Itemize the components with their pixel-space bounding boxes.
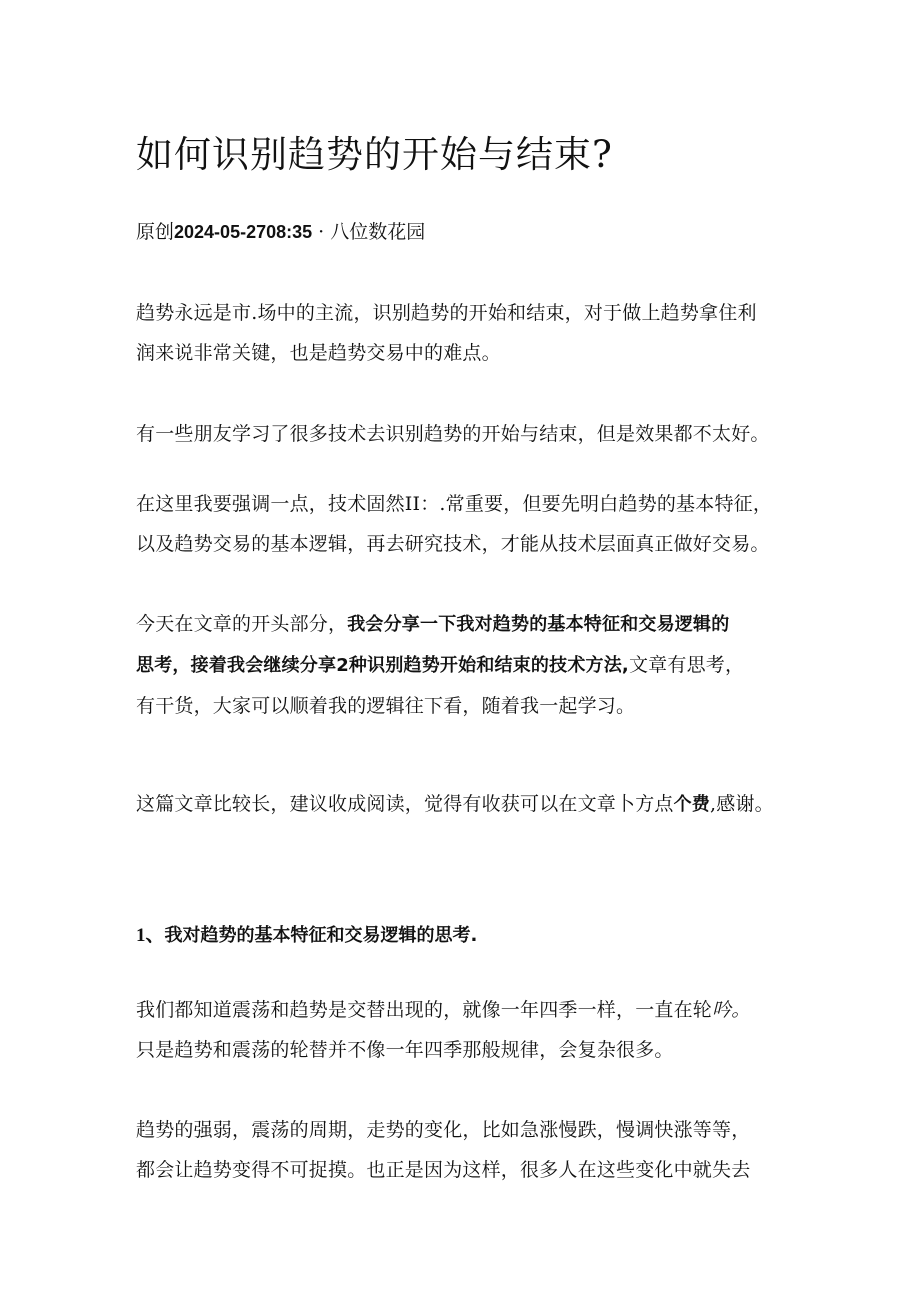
paragraph-line: 有干货，大家可以顺着我的逻辑往下看，随着我一起学习。: [136, 695, 636, 717]
paragraph-2: [136, 414, 796, 454]
paragraph-line: 趋势永远是市.场中的主流，识别趋势的开始和结束，对于做上趋势拿住利: [136, 302, 757, 324]
article-title: 如何识别趋势的开始与结束?: [136, 133, 613, 176]
author-name[interactable]: 八位数花园: [330, 221, 426, 243]
paragraph-5: [136, 784, 796, 825]
paragraph-line: [136, 604, 796, 645]
paragraph-line: [136, 784, 796, 825]
text-normal: 文章有思考，: [628, 654, 745, 676]
text-normal: 这篇文章比较长，建议收成阅读，觉得有收获可以在文章卜方点: [136, 793, 674, 815]
meta-separator: ·: [312, 221, 331, 243]
text-bold: 我会分享一下我对趋势的基本特征和交易逻辑的: [347, 614, 730, 635]
paragraph-line: [136, 645, 796, 686]
text-italic: 吟。: [712, 999, 751, 1021]
text-normal: 我们都知道震荡和趋势是交替出现的，就像一年四季一样，一直在轮: [136, 999, 713, 1021]
paragraph-3: [136, 484, 796, 564]
text-bold: 个费: [673, 794, 711, 815]
text-normal: ,感谢。: [710, 793, 774, 815]
paragraph-line: 都会让趋势变得不可捉摸。也正是因为这样，很多人在这些变化中就失去: [136, 1159, 751, 1181]
text-normal: 今天在文章的开头部分，: [136, 613, 348, 635]
article-meta: [136, 217, 425, 244]
paragraph-line: [136, 990, 796, 1030]
paragraph-line: 有一些朋友学习了很多技术去识别趋势的开始与结束，但是效果都不太好。: [136, 423, 770, 445]
paragraph-line: 润来说非常关键，也是趋势交易中的难点。: [136, 342, 501, 364]
paragraph-line: 只是趋势和震荡的轮替并不像一年四季那般规律，会复杂很多。: [136, 1039, 674, 1061]
paragraph-line: 趋势的强弱，震荡的周期，走势的变化，比如急涨慢跌，慢调快涨等等，: [136, 1119, 751, 1141]
section-number: 1、: [136, 925, 165, 946]
paragraph-line: 以及趋势交易的基本逻辑，再去研究技术，才能从技术层面真正做好交易。: [136, 533, 770, 555]
paragraph-1: [136, 293, 796, 373]
original-label: 原创: [136, 221, 175, 243]
section-heading-text: 我对趋势的基本特征和交易逻辑的思考.: [164, 925, 478, 946]
paragraph-4: [136, 604, 796, 726]
paragraph-7: [136, 1110, 796, 1190]
paragraph-line: 在这里我要强调一点，技术固然II：.常重要，但要先明白趋势的基本特征，: [136, 493, 773, 515]
paragraph-6: [136, 990, 796, 1070]
text-bold: 思考，接着我会继续分享2种识别趋势开始和结束的技术方法,: [136, 655, 629, 676]
publish-datetime: 2024-05-2708:35: [174, 222, 313, 242]
section-heading: [136, 920, 477, 947]
